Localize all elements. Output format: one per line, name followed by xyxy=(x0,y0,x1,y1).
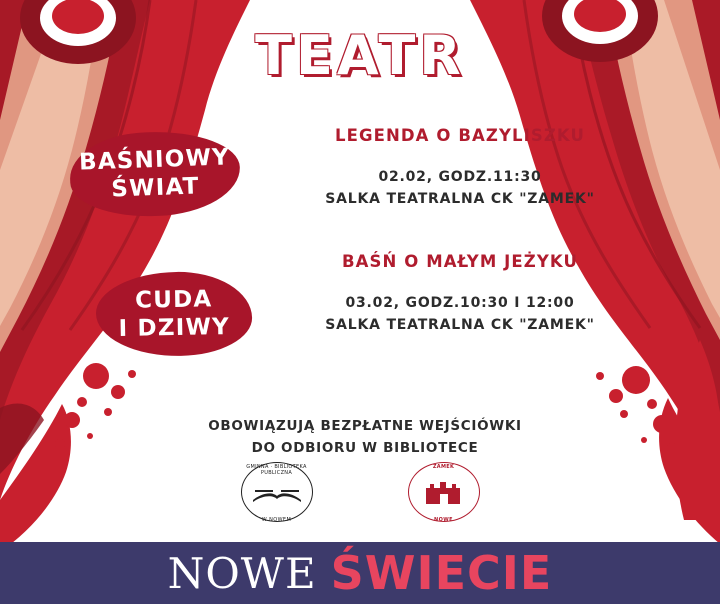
show-title: BAŚŃ O MAŁYM JEŻYKU xyxy=(342,252,578,272)
show-title: LEGENDA O BAZYLISZKU xyxy=(334,126,586,145)
show-datetime: 02.02, GODZ.11:30 xyxy=(378,169,542,185)
label-cuda-i-dziwy-text: CUDA I DZIWY xyxy=(118,286,231,342)
logo-top-text: GMINNA · BIBLIOTEKA PUBLICZNA xyxy=(246,464,307,476)
logo-caption: NOWE xyxy=(434,517,453,523)
logo-row xyxy=(225,462,495,522)
ticket-notice-line-2: DO ODBIORU W BIBLIOTECE xyxy=(251,439,479,456)
page-title: TEATR xyxy=(255,24,465,87)
show-venue: SALKA TEATRALNA CK "ZAMEK" xyxy=(325,190,595,207)
logo-zamek-nowe xyxy=(408,462,480,522)
banner-word-swiecie: ŚWIECIE xyxy=(330,546,553,600)
open-book-icon xyxy=(249,480,305,506)
show-item xyxy=(250,126,670,210)
logo-gminna-biblioteka-publiczna xyxy=(241,462,313,522)
show-venue: SALKA TEATRALNA CK "ZAMEK" xyxy=(325,317,595,334)
show-item xyxy=(250,252,670,336)
logo-top-text: ZAMEK xyxy=(432,464,455,470)
ticket-notice xyxy=(200,416,530,459)
castle-icon xyxy=(416,480,472,506)
ticket-notice-line-1: OBOWIĄZUJĄ BEZPŁATNE WEJŚCIÓWKI xyxy=(208,418,522,434)
label-basniowy-swiat-text: BAŚNIOWY ŚWIAT xyxy=(78,144,231,203)
bottom-banner xyxy=(0,542,720,604)
logo-caption: W NOWEM xyxy=(261,517,292,523)
banner-word-nowe: NOWE xyxy=(167,548,317,598)
program-list xyxy=(250,126,670,379)
show-datetime: 03.02, GODZ.10:30 I 12:00 xyxy=(345,295,575,312)
